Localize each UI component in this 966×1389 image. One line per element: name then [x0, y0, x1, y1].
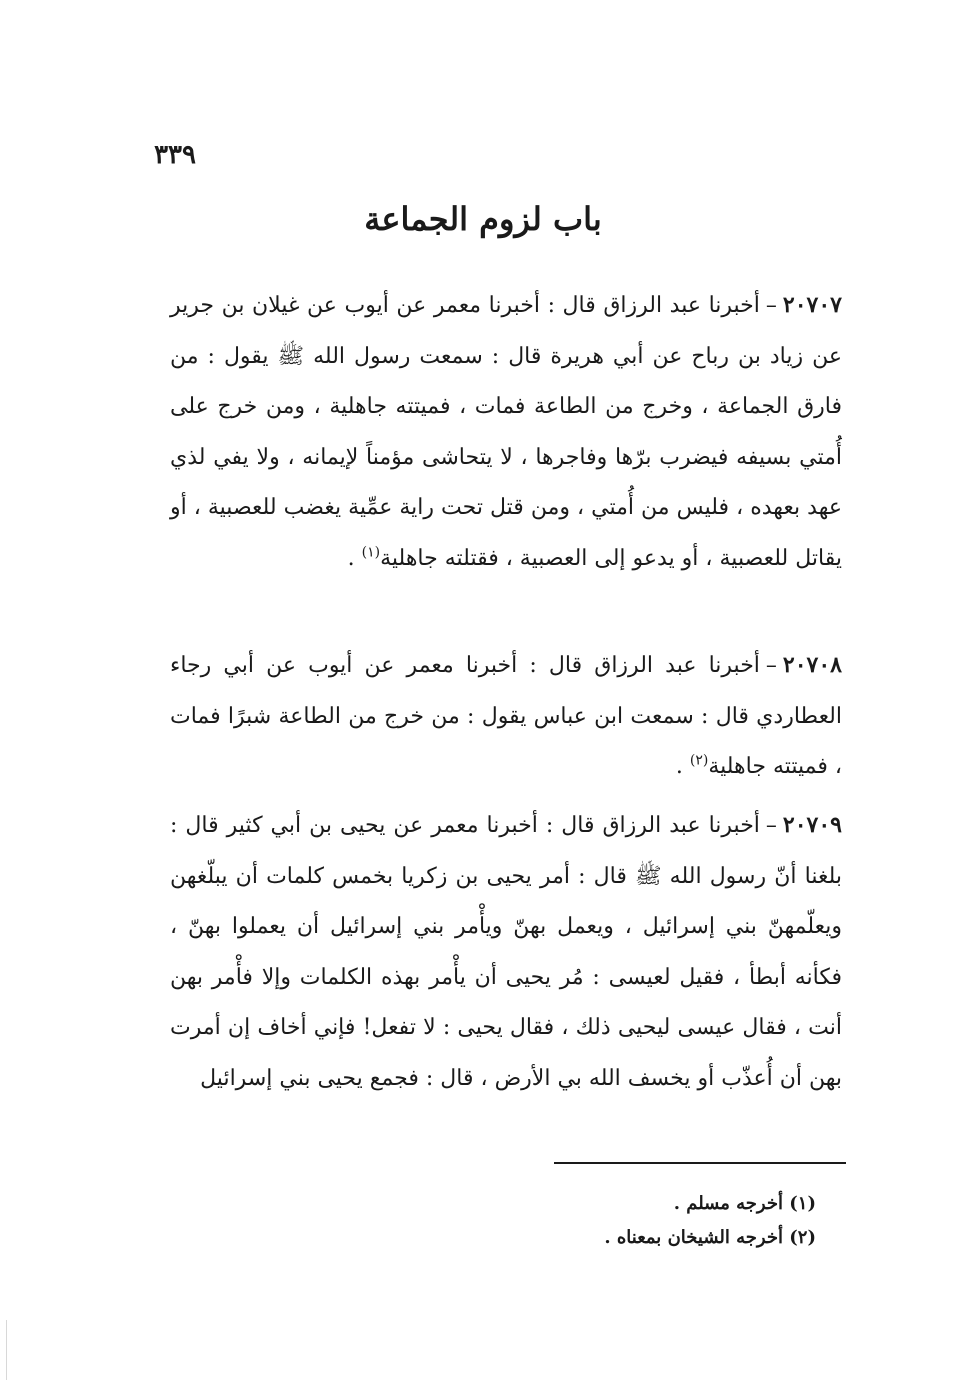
- hadith-end-mark: .: [675, 754, 690, 779]
- hadith-number: ٢٠٧٠٧: [782, 292, 842, 318]
- footnote-label: (١): [789, 1193, 816, 1214]
- hadith-paragraph: [170, 280, 842, 584]
- footnote-reference: (٢): [689, 752, 709, 769]
- footnote-label: (٢): [789, 1227, 816, 1248]
- scan-edge-mark: [6, 1320, 7, 1380]
- footnote-divider: [554, 1162, 846, 1164]
- footnote-text: أخرجه الشيخان بمعناه .: [604, 1227, 783, 1248]
- hadith-paragraph: [170, 800, 842, 1104]
- separator-dash: –: [765, 653, 777, 678]
- footnote-item: [416, 1187, 816, 1221]
- footnote-text: أخرجه مسلم .: [673, 1193, 783, 1214]
- chapter-title: باب لزوم الجماعة: [364, 200, 602, 238]
- hadith-text: أخبرنا عبد الرزاق قال : أخبرنا معمر عن أيوب عن غيلان بن جرير عن زياد بن رباح عن أبي هريرة قال : سمعت رسول الله ﷺ يقول : من فارق الجماعة ، وخرج من الطاعة فمات ، فميتته جاهلية ، ومن خرج على أُمتي بسيفه فيضرب برّها وفاجرها ، لا يتحاشى مؤمناً لإيمانه ، ولا يفي لذي عهد بعهده ، فليس من أُمتي ، ومن قتل تحت راية عمِّية يغضب للعصبية ، أو يقاتل للعصبية ، أو يدعو إلى العصبية ، فقتلته جاهلية: [170, 293, 842, 571]
- page-number: ٣٣٩: [154, 140, 196, 170]
- separator-dash: –: [765, 293, 777, 318]
- hadith-end-mark: .: [347, 545, 362, 571]
- hadith-number: ٢٠٧٠٩: [782, 812, 842, 838]
- hadith-text: أخبرنا عبد الرزاق قال : أخبرنا معمر عن يحيى بن أبي كثير قال : بلغنا أنّ رسول الله ﷺ قال : أمر يحيى بن زكريا بخمس كلمات أن يبلّغهن ويعلّمهنّ بني إسرائيل ، ويعمل بهنّ ويأْمر بني إسرائيل أن يعملوا بهنّ ، فكأنه أبطأ ، فقيل لعيسى : مُر يحيى أن يأْمر بهذه الكلمات وإلا فأْمر بهن أنت ، فقال عيسى ليحيى ذلك ، فقال يحيى : لا تفعل! فإني أخاف إن أمرت بهن أن أُعذّب أو يخسف الله بي الأرض ، قال : فجمع يحيى بني إسرائيل: [170, 813, 842, 1091]
- hadith-text: أخبرنا عبد الرزاق قال : أخبرنا معمر عن أيوب عن أبي رجاء العطاردي قال : سمعت ابن عباس يقول : من خرج من الطاعة شبرًا فمات ، فميتته جاهلية: [170, 653, 842, 779]
- hadith-number: ٢٠٧٠٨: [782, 652, 842, 678]
- hadith-paragraph: [170, 640, 842, 793]
- footnote-reference: (١): [361, 544, 381, 561]
- footnotes: [416, 1187, 816, 1255]
- footnote-item: [416, 1221, 816, 1255]
- separator-dash: –: [765, 813, 777, 838]
